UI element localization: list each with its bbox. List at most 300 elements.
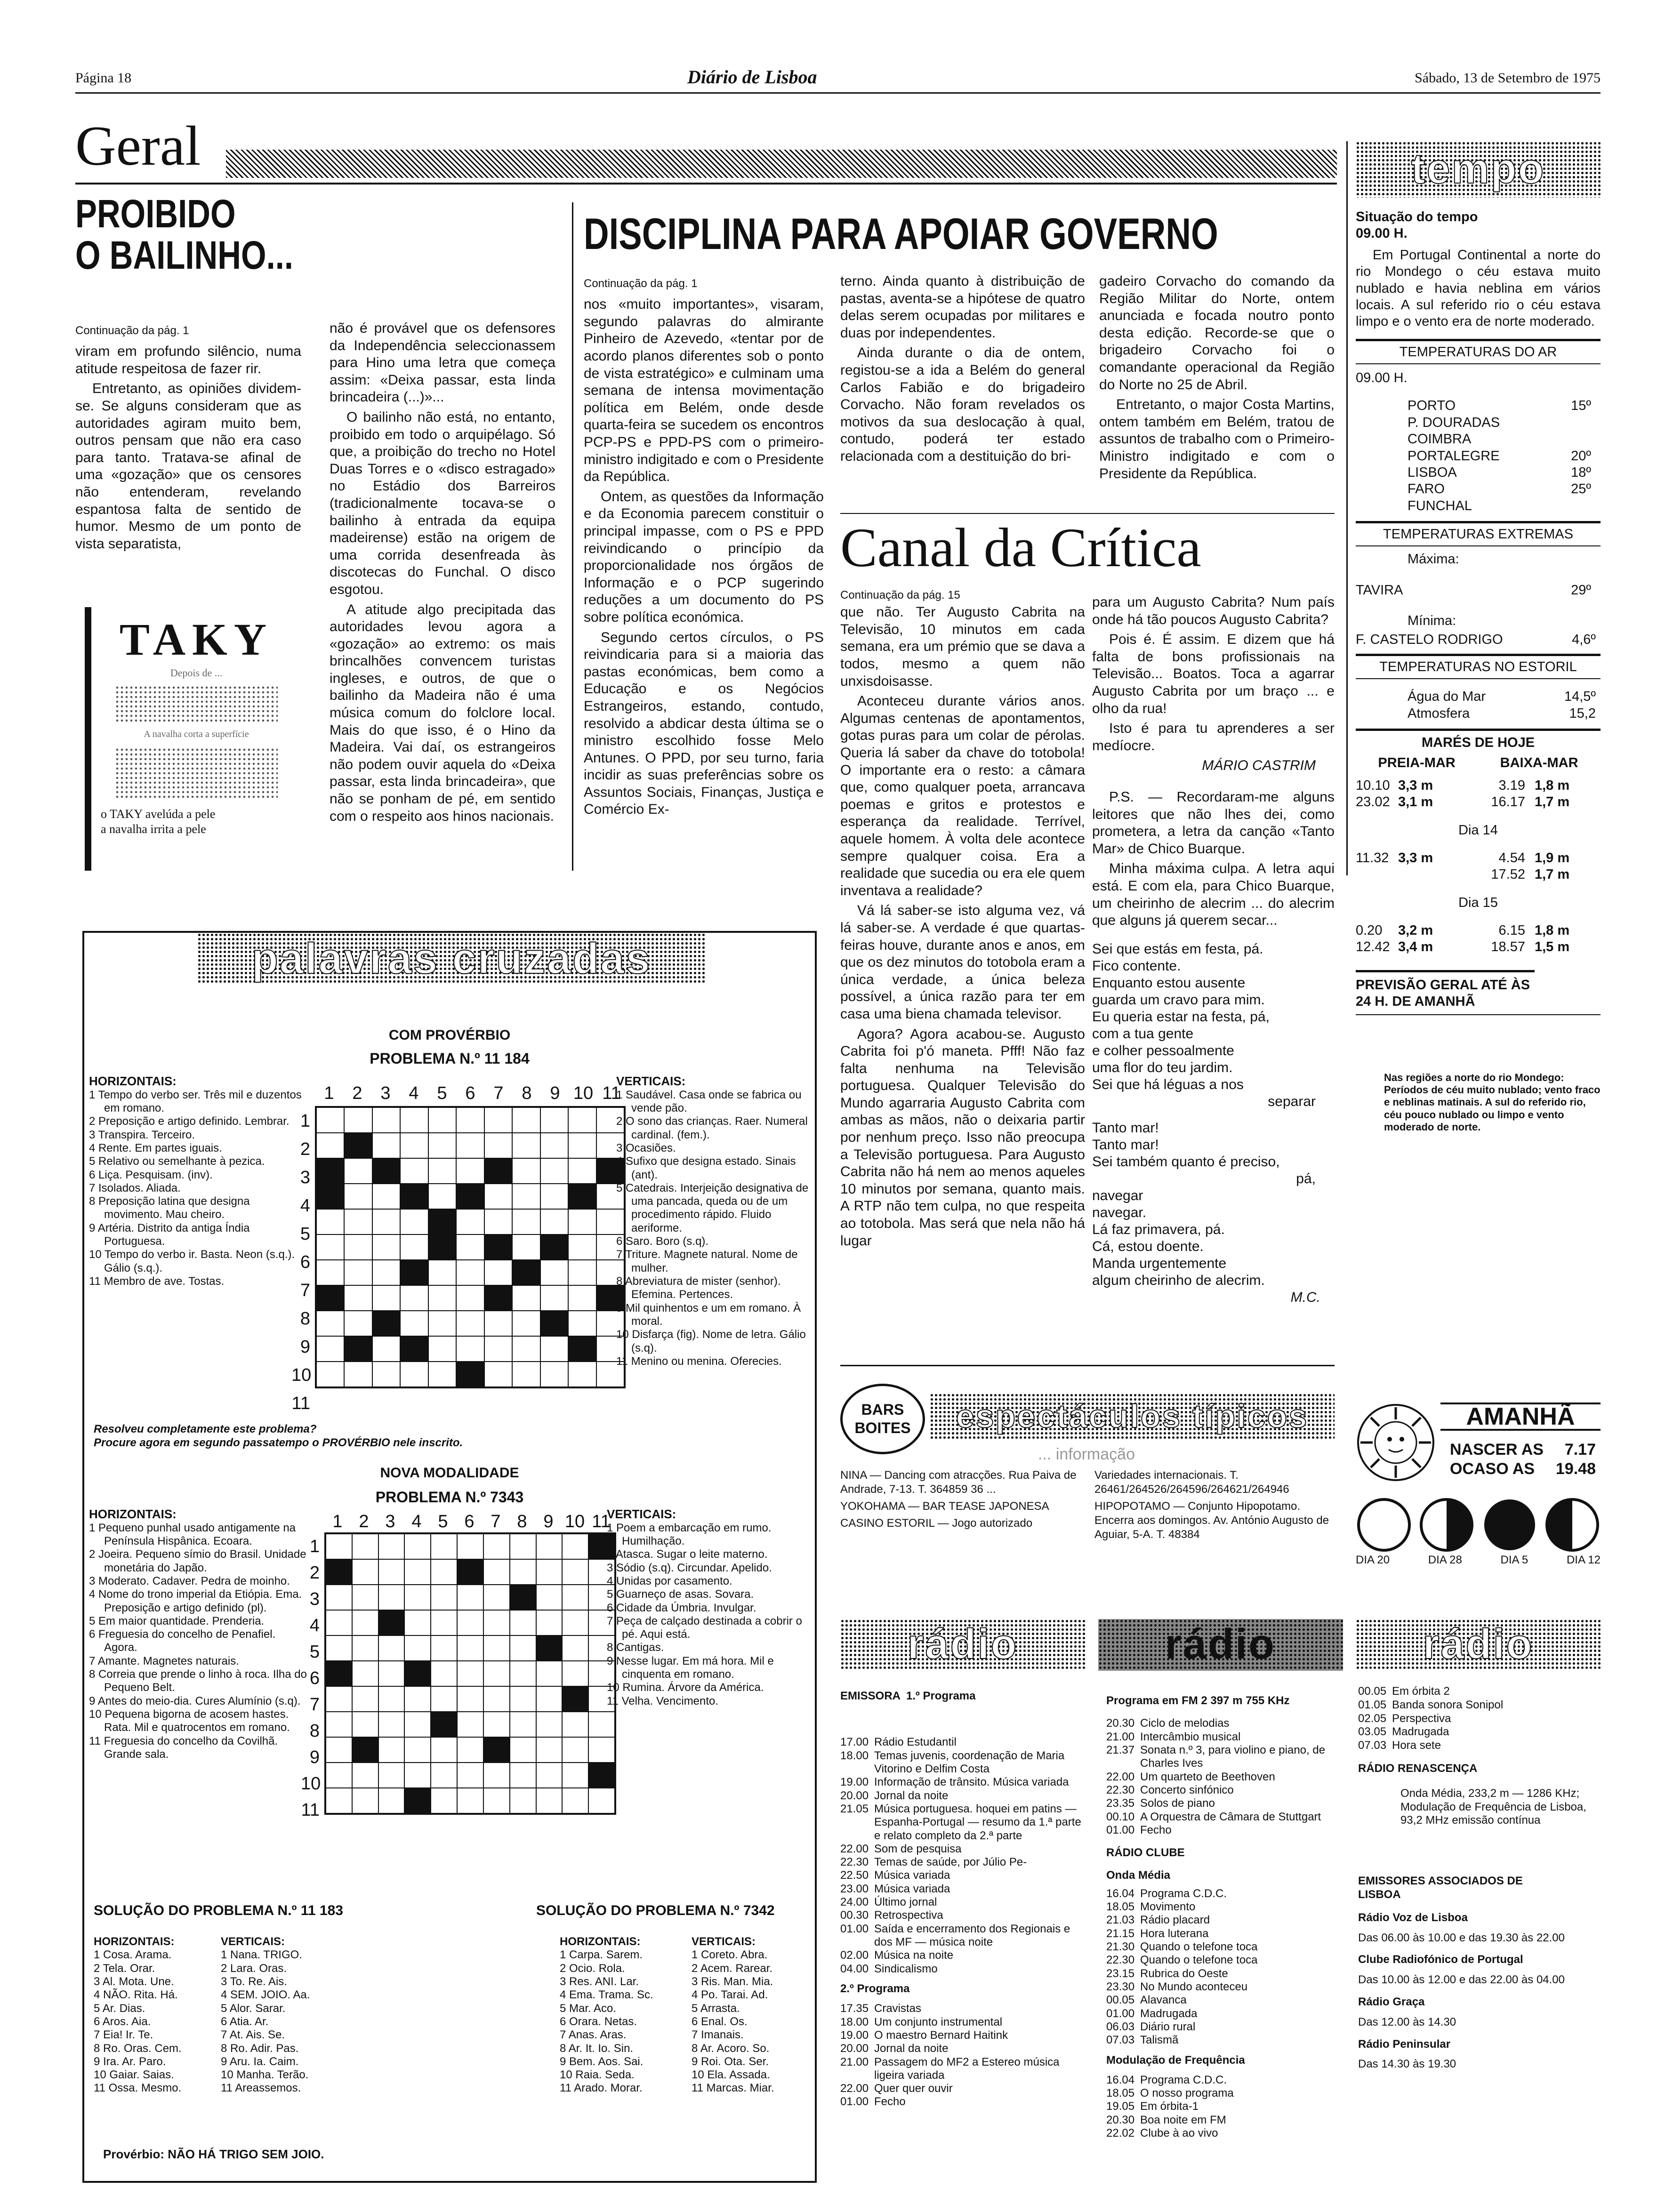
schedule-program: Sonata n.º 3, para violino e piano, de Charles Ives — [1140, 1743, 1326, 1770]
grid-cell[interactable] — [568, 1260, 596, 1285]
right-col-divider — [1346, 141, 1348, 875]
grid-cell[interactable] — [326, 1585, 352, 1610]
grid-cell[interactable] — [344, 1184, 372, 1209]
grid-cell[interactable] — [316, 1133, 344, 1158]
grid-cell[interactable] — [352, 1763, 378, 1788]
grid-cell[interactable] — [372, 1107, 400, 1133]
schedule-time: 07.03 — [1358, 1739, 1387, 1752]
taky-line2: o TAKY avelúda a pele — [101, 807, 216, 821]
art2-divider — [572, 202, 573, 871]
grid-cell[interactable] — [536, 1788, 563, 1813]
grid-cell[interactable] — [562, 1610, 588, 1635]
grid-cell[interactable] — [568, 1311, 596, 1336]
grid-cell[interactable] — [457, 1610, 483, 1635]
clue: 3 Moderato. Cadaver. Pedra de moinho. — [89, 1574, 290, 1587]
solution: 5 Mar. Aco. — [560, 2002, 617, 2015]
clue: 6 Cidade da Úmbria. Invulgar. — [607, 1601, 756, 1614]
grid-cell[interactable] — [536, 1559, 563, 1585]
bars-left — [840, 1468, 1085, 1533]
grid-cell[interactable] — [484, 1184, 512, 1209]
grid-cell[interactable] — [512, 1285, 540, 1311]
poem-line: Lá faz primavera, pá. — [1092, 1221, 1225, 1237]
crossword-grid-2[interactable] — [324, 1532, 616, 1815]
grid-cell[interactable] — [483, 1534, 510, 1559]
grid-cell[interactable] — [512, 1107, 540, 1133]
grid-cell[interactable] — [428, 1158, 456, 1184]
max-value: 29º — [1571, 582, 1591, 598]
grid-cell[interactable] — [404, 1763, 431, 1788]
grid-cell[interactable] — [400, 1158, 428, 1184]
grid-cell[interactable] — [428, 1311, 456, 1336]
grid-cell[interactable] — [372, 1133, 400, 1158]
grid-cell[interactable] — [316, 1234, 344, 1260]
moon-date: DIA 20 — [1356, 1554, 1390, 1566]
grid-cell[interactable] — [431, 1585, 457, 1610]
tide-value: 1,7 m — [1535, 794, 1570, 810]
schedule-row — [840, 2082, 1085, 2095]
clue: 9 Nesse lugar. Em má hora. Mil e cinquenta em romano. — [607, 1654, 774, 1681]
grid-cell[interactable] — [431, 1661, 457, 1686]
grid-cell[interactable] — [536, 1737, 563, 1763]
grid-cell[interactable] — [404, 1712, 431, 1737]
grid-cell[interactable] — [400, 1285, 428, 1311]
grid-cell[interactable] — [510, 1788, 536, 1813]
moon-full-icon — [1481, 1497, 1538, 1553]
grid-cell[interactable] — [400, 1234, 428, 1260]
grid-cell[interactable] — [484, 1209, 512, 1234]
label: 2.º Programa — [840, 1982, 910, 1995]
grid-cell[interactable] — [428, 1362, 456, 1387]
schedule-row — [840, 1843, 1085, 1856]
grid-cell[interactable] — [372, 1234, 400, 1260]
grid-cell[interactable] — [510, 1661, 536, 1686]
grid-cell[interactable] — [344, 1107, 372, 1133]
paragraph: Minha máxima culpa. A letra aqui está. E com ela, para Chico Buarque, um cheirinho de alecrim ... do alecrim que alguns já querem secar... — [1092, 861, 1335, 929]
schedule-row — [1106, 1717, 1342, 1730]
grid-cell[interactable] — [456, 1209, 484, 1234]
grid-cell[interactable] — [456, 1336, 484, 1362]
grid-cell[interactable] — [510, 1559, 536, 1585]
schedule-time: 02.05 — [1358, 1712, 1387, 1725]
city-temp: 15º — [1571, 398, 1591, 414]
grid-cell[interactable] — [400, 1209, 428, 1234]
grid-cell[interactable] — [404, 1610, 431, 1635]
grid-cell[interactable] — [428, 1133, 456, 1158]
grid-cell[interactable] — [378, 1661, 405, 1686]
grid-cell[interactable] — [326, 1737, 352, 1763]
grid-cell[interactable] — [456, 1107, 484, 1133]
row-number: 1 — [300, 1111, 310, 1131]
grid-cell[interactable] — [512, 1184, 540, 1209]
grid-cell[interactable] — [400, 1107, 428, 1133]
grid-cell[interactable] — [456, 1260, 484, 1285]
grid-cell[interactable] — [510, 1686, 536, 1712]
grid-cell[interactable] — [326, 1788, 352, 1813]
grid-cell[interactable] — [400, 1311, 428, 1336]
grid-cell[interactable] — [540, 1158, 568, 1184]
grid-cell[interactable] — [568, 1362, 596, 1387]
grid-cell[interactable] — [568, 1133, 596, 1158]
grid-cell[interactable] — [540, 1133, 568, 1158]
grid-cell[interactable] — [540, 1336, 568, 1362]
row-number: 5 — [309, 1642, 320, 1662]
label: VERTICAIS: — [607, 1507, 676, 1521]
radio-col2 — [1106, 1694, 1342, 2140]
grid-cell[interactable] — [484, 1133, 512, 1158]
schedule-program: Cravistas — [874, 2002, 922, 2015]
grid-cell[interactable] — [457, 1635, 483, 1661]
problem-1-horizontais — [89, 1074, 310, 1288]
radio-banner-3: rádio — [1356, 1619, 1601, 1671]
grid-cell[interactable] — [400, 1133, 428, 1158]
label: RÁDIO CLUBE — [1106, 1846, 1185, 1859]
grid-cell[interactable] — [352, 1788, 378, 1813]
grid-cell[interactable] — [344, 1158, 372, 1184]
grid-cell[interactable] — [536, 1534, 563, 1559]
schedule-program: Passagem do MF2 a Estereo música ligeira variada — [874, 2055, 1060, 2082]
grid-cell[interactable] — [431, 1610, 457, 1635]
grid-cell[interactable] — [484, 1260, 512, 1285]
col-number: 10 — [564, 1512, 585, 1531]
crossword-grid-1[interactable] — [315, 1106, 626, 1388]
grid-cell[interactable] — [512, 1336, 540, 1362]
row-number: 7 — [300, 1281, 310, 1300]
grid-cell[interactable] — [536, 1610, 563, 1635]
grid-cell[interactable] — [540, 1362, 568, 1387]
grid-cell[interactable] — [483, 1585, 510, 1610]
row-number: 8 — [300, 1309, 310, 1329]
grid-cell-black — [404, 1788, 431, 1813]
tide-table — [1356, 777, 1601, 956]
grid-cell[interactable] — [457, 1712, 483, 1737]
col-number: 8 — [517, 1512, 527, 1531]
schedule-program: Intercâmbio musical — [1140, 1730, 1241, 1743]
grid-cell[interactable] — [431, 1534, 457, 1559]
schedule-row — [1106, 1784, 1342, 1797]
grid-cell[interactable] — [372, 1260, 400, 1285]
value: 19.48 — [1555, 1460, 1596, 1478]
grid-cell[interactable] — [316, 1209, 344, 1234]
grid-cell[interactable] — [510, 1610, 536, 1635]
grid-cell[interactable] — [316, 1107, 344, 1133]
schedule-time: 01.00 — [840, 2095, 869, 2108]
mares-title: MARÉS DE HOJE — [1356, 729, 1601, 751]
grid-cell[interactable] — [326, 1610, 352, 1635]
grid-cell[interactable] — [316, 1362, 344, 1387]
tide-row — [1356, 922, 1601, 939]
grid-cell[interactable] — [431, 1763, 457, 1788]
grid-cell[interactable] — [352, 1585, 378, 1610]
schedule-row — [840, 1963, 1085, 1976]
paragraph: que não. Ter Augusto Cabrita na Televisão, 10 minutos em cada semana, era um prémio que se dava a todos, mesmo a quem não unxisdoisasse. — [840, 604, 1085, 689]
grid-cell[interactable] — [562, 1737, 588, 1763]
schedule-program: Rádio Estudantil — [874, 1736, 957, 1749]
label: HORIZONTAIS: — [89, 1074, 177, 1088]
grid-cell[interactable] — [512, 1133, 540, 1158]
grid-cell[interactable] — [536, 1661, 563, 1686]
schedule-time: 16.04 — [1106, 2073, 1135, 2086]
poem-line: algum cheirinho de alecrim. — [1092, 1272, 1265, 1288]
grid-cell[interactable] — [456, 1311, 484, 1336]
grid-cell[interactable] — [404, 1559, 431, 1585]
value: 15,2 — [1569, 705, 1596, 721]
grid-cell[interactable] — [352, 1686, 378, 1712]
city-temp: 20º — [1571, 448, 1591, 464]
grid-cell-black — [316, 1285, 344, 1311]
grid-cell[interactable] — [352, 1534, 378, 1559]
grid-cell[interactable] — [428, 1184, 456, 1209]
grid-cell[interactable] — [316, 1260, 344, 1285]
grid-cell[interactable] — [372, 1209, 400, 1234]
grid-cell[interactable] — [483, 1559, 510, 1585]
grid-cell[interactable] — [344, 1209, 372, 1234]
grid-cell[interactable] — [562, 1585, 588, 1610]
grid-cell[interactable] — [378, 1534, 405, 1559]
paragraph: nos «muito importantes», visaram, segundo palavras do almirante Pinheiro de Azevedo, «tentar por de acordo planos diferentes sob o ponto de vista estratégico» e culminam uma semana de intensa movimentação política em Belém, onde desde quarta-feira se sucedem os encontros PCP-PS e PPD-PS com o primeiro-ministro indigitado e com o Presidente da República. — [584, 297, 824, 485]
grid-cell[interactable] — [428, 1260, 456, 1285]
grid-cell[interactable] — [483, 1661, 510, 1686]
grid-cell[interactable] — [404, 1737, 431, 1763]
grid-cell[interactable] — [404, 1686, 431, 1712]
grid-cell[interactable] — [431, 1737, 457, 1763]
grid-cell[interactable] — [352, 1635, 378, 1661]
grid-cell[interactable] — [372, 1362, 400, 1387]
grid-cell[interactable] — [404, 1585, 431, 1610]
grid-cell[interactable] — [483, 1610, 510, 1635]
tide-value: 6.15 — [1498, 923, 1525, 938]
grid-cell[interactable] — [588, 1788, 615, 1813]
grid-cell[interactable] — [484, 1107, 512, 1133]
grid-cell[interactable] — [378, 1635, 405, 1661]
grid-cell[interactable] — [352, 1559, 378, 1585]
clue: 1 Saudável. Casa onde se fabrica ou vende pão. — [616, 1088, 802, 1114]
grid-cell[interactable] — [512, 1209, 540, 1234]
schedule-time: 21.05 — [840, 1802, 869, 1815]
grid-cell[interactable] — [483, 1788, 510, 1813]
grid-cell[interactable] — [483, 1686, 510, 1712]
grid-cell[interactable] — [378, 1686, 405, 1712]
grid-cell[interactable] — [510, 1534, 536, 1559]
continuation-note: Continuação da pág. 1 — [584, 277, 698, 290]
grid-cell[interactable] — [316, 1311, 344, 1336]
grid-cell[interactable] — [588, 1712, 615, 1737]
label: EMISSORES ASSOCIADOS DE LISBOA — [1358, 1875, 1523, 1901]
col-number: 2 — [352, 1083, 362, 1103]
schedule-time: 03.05 — [1358, 1725, 1387, 1739]
grid-cell[interactable] — [568, 1107, 596, 1133]
grid-cell[interactable] — [456, 1133, 484, 1158]
grid-cell[interactable] — [562, 1763, 588, 1788]
grid-cell[interactable] — [456, 1158, 484, 1184]
grid-cell[interactable] — [512, 1234, 540, 1260]
station-name: Rádio Peninsular — [1358, 2037, 1451, 2051]
paragraph: A atitude algo precipitada das autoridades levou agora a «gozação» ao extremo: os mais brincalhões convencem turistas ingleses, e outros, de que o bailinho da Madeira não é uma música comum do folclore local. Mais do que isso, é o Hino da Madeira. Vai daí, os estrangeiros não podem ouvir aquela do «Deixa passar, esta linda brincadeira», que não se ponham de pé, em sentido com o respeito aos hinos nacionais. — [330, 601, 555, 824]
grid-cell[interactable] — [326, 1712, 352, 1737]
grid-cell[interactable] — [431, 1788, 457, 1813]
grid-cell[interactable] — [536, 1585, 563, 1610]
grid-cell[interactable] — [484, 1362, 512, 1387]
grid-cell[interactable] — [378, 1763, 405, 1788]
grid-cell[interactable] — [378, 1712, 405, 1737]
grid-cell[interactable] — [510, 1712, 536, 1737]
grid-cell[interactable] — [568, 1158, 596, 1184]
grid-cell[interactable] — [536, 1686, 563, 1712]
grid-cell[interactable] — [483, 1635, 510, 1661]
grid-cell[interactable] — [540, 1107, 568, 1133]
grid-cell[interactable] — [457, 1534, 483, 1559]
solution: 7 Eia! Ir. Te. — [94, 2028, 153, 2042]
poem-line: guarda um cravo para mim. — [1092, 992, 1265, 1008]
grid-cell[interactable] — [457, 1661, 483, 1686]
grid-cell[interactable] — [588, 1737, 615, 1763]
grid-cell-black — [344, 1336, 372, 1362]
grid-cell[interactable] — [344, 1362, 372, 1387]
grid-cell[interactable] — [456, 1234, 484, 1260]
grid-cell[interactable] — [352, 1610, 378, 1635]
schedule-time: 20.00 — [840, 2042, 869, 2055]
taky-line1: A navalha corta a superfície — [144, 729, 249, 739]
grid-cell[interactable] — [483, 1763, 510, 1788]
tide-value: 3,2 m — [1398, 923, 1433, 938]
grid-cell[interactable] — [568, 1209, 596, 1234]
grid-cell[interactable] — [404, 1635, 431, 1661]
city-row — [1408, 498, 1591, 514]
col-number: 4 — [409, 1083, 419, 1103]
schedule-program: Quando o telefone toca — [1140, 1940, 1258, 1953]
grid-cell[interactable] — [510, 1635, 536, 1661]
grid-cell[interactable] — [512, 1311, 540, 1336]
grid-cell[interactable] — [352, 1661, 378, 1686]
grid-cell[interactable] — [540, 1260, 568, 1285]
label: VERTICAIS: — [616, 1074, 686, 1088]
city-name: PORTO — [1408, 398, 1456, 414]
grid-cell[interactable] — [562, 1661, 588, 1686]
solution: 5 Arrasta. — [692, 2002, 740, 2015]
grid-cell[interactable] — [457, 1585, 483, 1610]
sun-times — [1450, 1440, 1596, 1479]
schedule-time: 23.15 — [1106, 1967, 1135, 1980]
grid-cell[interactable] — [372, 1184, 400, 1209]
grid-cell[interactable] — [562, 1559, 588, 1585]
grid-cell[interactable] — [456, 1285, 484, 1311]
grid-cell[interactable] — [378, 1585, 405, 1610]
grid-cell[interactable] — [344, 1285, 372, 1311]
paragraph: Onda Média, 233,2 m — 1286 KHz; Modulação de Frequência de Lisboa, 93,2 MHz emissão contínua — [1400, 1787, 1586, 1827]
grid-cell[interactable] — [536, 1712, 563, 1737]
grid-cell[interactable] — [562, 1635, 588, 1661]
grid-cell[interactable] — [457, 1788, 483, 1813]
radio-banner-1: rádio — [840, 1619, 1085, 1671]
min-row — [1356, 632, 1601, 648]
grid-cell[interactable] — [562, 1712, 588, 1737]
grid-cell[interactable] — [562, 1788, 588, 1813]
min-value: 4,6º — [1572, 632, 1596, 647]
grid-cell[interactable] — [431, 1635, 457, 1661]
city-name: FARO — [1408, 481, 1445, 497]
schedule-program: A Orquestra de Câmara de Stuttgart — [1140, 1810, 1321, 1823]
grid-cell[interactable] — [536, 1763, 563, 1788]
mares-head — [1356, 755, 1601, 771]
grid-cell[interactable] — [400, 1362, 428, 1387]
grid-cell[interactable] — [457, 1737, 483, 1763]
tide-value: 0.20 — [1356, 923, 1383, 938]
agua-row — [1356, 679, 1601, 705]
question-line: Procure agora em segundo passatempo o PROVÉRBIO nele inscrito. — [94, 1436, 463, 1450]
grid-cell[interactable] — [568, 1285, 596, 1311]
grid-cell-black — [344, 1133, 372, 1158]
grid-cell[interactable] — [562, 1534, 588, 1559]
schedule-fm — [1106, 1717, 1342, 1837]
grid-cell[interactable] — [404, 1534, 431, 1559]
schedule-program: Concerto sinfónico — [1140, 1783, 1234, 1796]
grid-cell[interactable] — [484, 1311, 512, 1336]
grid-cell[interactable] — [431, 1686, 457, 1712]
grid-cell[interactable] — [326, 1534, 352, 1559]
grid-cell[interactable] — [378, 1737, 405, 1763]
schedule-program: Um quarteto de Beethoven — [1140, 1770, 1275, 1783]
grid-cell[interactable] — [326, 1686, 352, 1712]
solution: 7 At. Ais. Se. — [221, 2028, 285, 2042]
schedule-program: Música portuguesa. hoquei em patins — Espanha-Portugal — resumo da 1.ª parte e relato completo da 2.ª parte — [874, 1802, 1081, 1842]
grid-cell[interactable] — [378, 1559, 405, 1585]
grid-cell[interactable] — [431, 1559, 457, 1585]
max-row — [1356, 582, 1601, 599]
listing: Variedades internacionais. T. 26461/264526/264596/264621/264946 — [1094, 1469, 1289, 1496]
schedule-e1 — [840, 1736, 1085, 1976]
clue: 3 Transpira. Terceiro. — [89, 1128, 195, 1141]
grid-cell[interactable] — [428, 1336, 456, 1362]
grid-cell-black — [326, 1661, 352, 1686]
schedule-program: Fecho — [1140, 1823, 1172, 1836]
grid-cell[interactable] — [512, 1362, 540, 1387]
schedule-e2 — [840, 2002, 1085, 2109]
schedule-time: 22.00 — [840, 2082, 869, 2095]
grid-cell-black — [372, 1158, 400, 1184]
grid-cell[interactable] — [344, 1234, 372, 1260]
grid-cell[interactable] — [428, 1285, 456, 1311]
poem-line: Sei também quanto é preciso, — [1092, 1154, 1280, 1170]
grid-cell[interactable] — [483, 1712, 510, 1737]
grid-cell[interactable] — [457, 1686, 483, 1712]
grid-cell[interactable] — [326, 1635, 352, 1661]
grid-cell[interactable] — [352, 1712, 378, 1737]
grid-cell[interactable] — [540, 1209, 568, 1234]
schedule-row — [840, 1869, 1085, 1882]
grid-cell[interactable] — [372, 1336, 400, 1362]
grid-cell[interactable] — [540, 1184, 568, 1209]
grid-cell[interactable] — [428, 1107, 456, 1133]
grid-cell[interactable] — [512, 1158, 540, 1184]
grid-cell[interactable] — [510, 1737, 536, 1763]
moon-new-icon — [1356, 1497, 1412, 1553]
grid-cell[interactable] — [316, 1336, 344, 1362]
schedule-time: 19.00 — [840, 2028, 869, 2042]
solution-1-v — [221, 1935, 338, 2095]
grid-cell[interactable] — [540, 1285, 568, 1311]
disciplina-col2 — [840, 273, 1085, 468]
grid-cell[interactable] — [344, 1311, 372, 1336]
grid-cell[interactable] — [484, 1336, 512, 1362]
grid-cell[interactable] — [326, 1763, 352, 1788]
grid-cell[interactable] — [457, 1763, 483, 1788]
schedule-time: 01.05 — [1358, 1698, 1387, 1711]
grid-cell[interactable] — [378, 1788, 405, 1813]
grid-cell[interactable] — [344, 1260, 372, 1285]
grid-cell[interactable] — [568, 1234, 596, 1260]
grid-cell[interactable] — [510, 1763, 536, 1788]
grid-cell[interactable] — [372, 1285, 400, 1311]
city-name: P. DOURADAS — [1408, 415, 1500, 430]
